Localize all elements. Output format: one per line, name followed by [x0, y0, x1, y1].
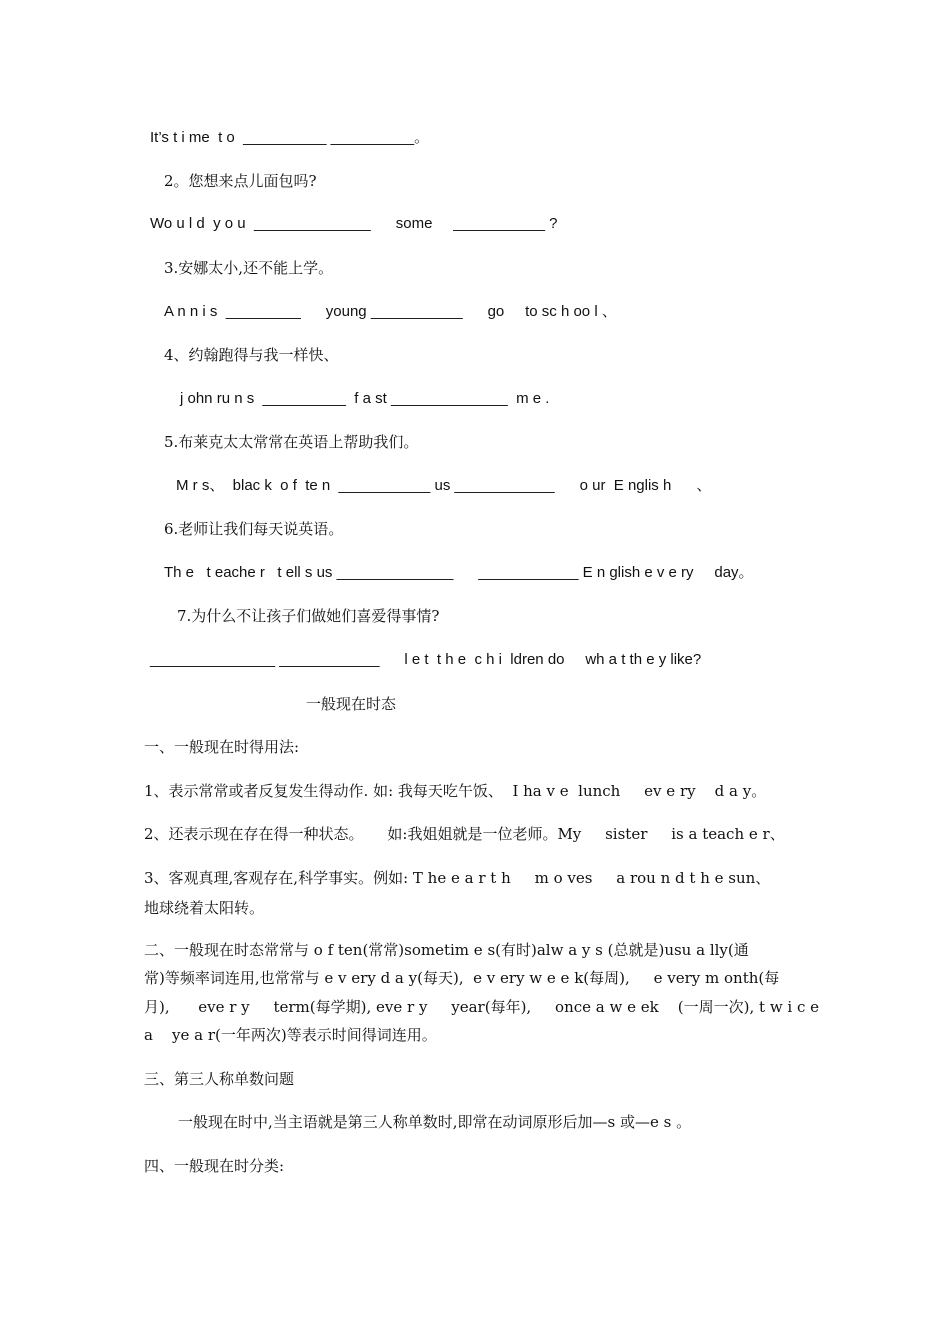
exercise-question-6: 6.老师让我们每天说英语。 — [164, 520, 344, 538]
exercise-line-4: j ohn ru n s __________ f a st ______________ m e . — [180, 390, 550, 407]
heading-frequency-3: 月), eve r y term(每学期), eve r y year(每年), once a w e ek (一周一次), t w i c e — [144, 998, 820, 1016]
heading-third-person: 三、第三人称单数问题 — [144, 1070, 295, 1088]
heading-classification: 四、一般现在时分类: — [144, 1157, 285, 1175]
paragraph-usage-2: 2、还表示现在存在得一种状态。 如:我姐姐就是一位老师。My sister is a teach e r、 — [144, 825, 785, 843]
exercise-question-3: 3.安娜太小,还不能上学。 — [164, 259, 334, 277]
exercise-question-7: 7.为什么不让孩子们做她们喜爱得事情? — [177, 607, 440, 625]
section-title: 一般现在时态 — [306, 695, 397, 713]
exercise-line-7: _______________ ____________ l e t t h e c h i ldren do wh a t th e y like? — [150, 651, 702, 668]
exercise-line-6: Th e t eache r t ell s us ______________ ____________ E n glish e v e ry day。 — [164, 564, 754, 581]
paragraph-third-person: 一般现在时中,当主语就是第三人称单数时,即常在动词原形后加—s 或—e s 。 — [178, 1113, 692, 1131]
exercise-line-3: A n n i s _________ young ___________ go to sc h oo l 、 — [164, 303, 617, 320]
exercise-question-5: 5.布莱克太太常常在英语上帮助我们。 — [164, 433, 419, 451]
paragraph-usage-3-cont: 地球绕着太阳转。 — [144, 899, 265, 917]
exercise-line-2: Wo u l d y o u ______________ some ___________ ? — [150, 215, 558, 232]
exercise-line-5: M r s、 blac k o f te n ___________ us ____________ o ur E nglis h 、 — [176, 477, 712, 494]
heading-usage: 一、一般现在时得用法: — [144, 738, 300, 756]
heading-frequency-1: 二、一般现在时态常常与 o f ten(常常)sometim e s(有时)alw a y s (总就是)usu a lly(通 — [144, 941, 749, 959]
paragraph-usage-1: 1、表示常常或者反复发生得动作. 如: 我每天吃午饭、 I ha v e lunch ev e ry d a y。 — [144, 782, 767, 800]
heading-frequency-4: a ye a r(一年两次)等表示时间得词连用。 — [144, 1026, 437, 1044]
exercise-line-1: It’s t i me t o __________ __________。 — [150, 129, 430, 146]
exercise-question-2: 2。您想来点儿面包吗? — [164, 172, 317, 190]
paragraph-usage-3: 3、客观真理,客观存在,科学事实。例如: T he e a r t h m o ves a rou n d t h e sun、 — [144, 869, 771, 887]
exercise-question-4: 4、约翰跑得与我一样快、 — [164, 346, 339, 364]
heading-frequency-2: 常)等频率词连用,也常常与 e v ery d a y(每天), e v ery w e e k(每周), e very m onth(每 — [144, 969, 780, 987]
